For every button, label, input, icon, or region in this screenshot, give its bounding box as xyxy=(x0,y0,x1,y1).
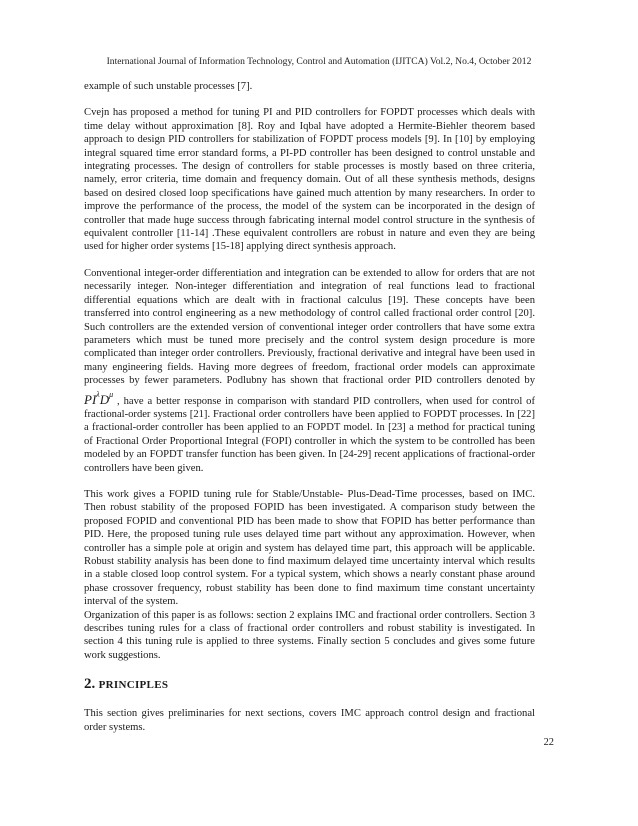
formula-pi: PI xyxy=(84,391,97,407)
page-number: 22 xyxy=(543,737,554,748)
section-title: PRINCIPLES xyxy=(98,679,169,692)
paragraph-fractional-order-part2: , have a better response in comparison with standard PID controllers, when used for control of fractional-order systems [21]. Fractional order controllers have been applied to FOPDT processes. In [22] a fractional-order controller has been applied to an FOPDT model. In [23] a method for practical tuning of Fractional Order Proportional Integral (FOPI) controller in which the system to be controlled has been modeled by an FOPDT transfer function has been given. In [24-29] recent applications of fractional-order controllers have been given. xyxy=(84,395,535,474)
paragraph-organization: Organization of this paper is as follows: section 2 explains IMC and fractional order controllers. Section 3 describes tuning rules for a class of fractional order controllers and robust stability is investigated. In section 4 this tuning rule is applied to three systems. Finally section 5 concludes and gives some future work suggestions. xyxy=(84,609,535,661)
journal-header: International Journal of Information Technology, Control and Automation (IJITCA) Vol.2, No.4, October 2012 xyxy=(106,56,532,67)
formula-mu: μ xyxy=(109,389,114,399)
formula-lambda: λ xyxy=(96,389,100,399)
section-heading xyxy=(84,676,535,693)
formula-d: D xyxy=(99,391,110,407)
paragraph-section-intro: This section gives preliminaries for next sections, covers IMC approach control design and fractional order systems. xyxy=(84,708,535,733)
paragraph-fractional-order xyxy=(84,267,535,475)
paragraph-this-work: This work gives a FOPID tuning rule for Stable/Unstable- Plus-Dead-Time processes, based on IMC. Then robust stability of the proposed FOPID has been investigated. A comparison study between the proposed FOPID and conventional PID has been made to show that FOPID has better performance than PID. Here, the proposed tuning rule uses delayed time part without any approximation. However, when controller has a simple pole at origin and system has delayed time part, this approach will be applicable. Robust stability analysis has been done to find maximum delayed time uncertainty interval which results in a stable closed loop control system. For a typical system, which shows a nearly constant phase around phase crossover frequency, robust stability has been done to find maximum time constant uncertainty interval of the system. xyxy=(84,488,535,608)
page-content xyxy=(84,80,535,747)
section-number: 2. xyxy=(84,676,96,693)
paragraph-fractional-order-part1: Conventional integer-order differentiation and integration can be extended to allow for orders that are not necessarily integer. Non-integer differentiation and integration of real functions lead to fractional differential equations which are dealt with in fractional calculus [19]. These concepts have been transferred into control engineering as a new methodology of control called fractional order control [20]. Such controllers are the extended version of conventional integer order controllers that have some extra parameters which must be tuned more precisely and the control system design procedure is more complicated than integer order controllers. Previously, fractional derivative and integral have been used in many engineering fields. Having more degrees of freedom, fractional order models can approximate processes by fewer parameters. Podlubny has shown that fractional order PID controllers denoted by xyxy=(84,267,535,387)
paragraph-continuation: example of such unstable processes [7]. xyxy=(84,81,253,92)
paragraph-tuning-methods: Cvejn has proposed a method for tuning PI and PID controllers for FOPDT processes which deals with time delay without approximation [8]. Roy and Iqbal have adopted a Hermite-Biehler theorem based approach to design PID controllers for stabilization of FOPDT process models [9]. In [10] by employing integral squared time error standard forms, a PI-PD controller has been designed to control unstable and integrating processes. The design of controllers for stable processes is mostly based on three criteria, namely, error criteria, time domain and frequency domain. Out of all these synthesis methods, designs based on desired closed loop specifications have gained much attention by many researchers. In order to improve the performance of the process, the model of the system can be incorporated in the design of controller that made huge success through fabricating internal model control structure in the synthesis of equivalent controller [11-14] .These equivalent controllers are robust in nature and even they are being used for higher order systems [15-18] applying direct synthesis approach. xyxy=(84,107,535,253)
pi-lambda-d-mu-formula xyxy=(84,389,114,407)
